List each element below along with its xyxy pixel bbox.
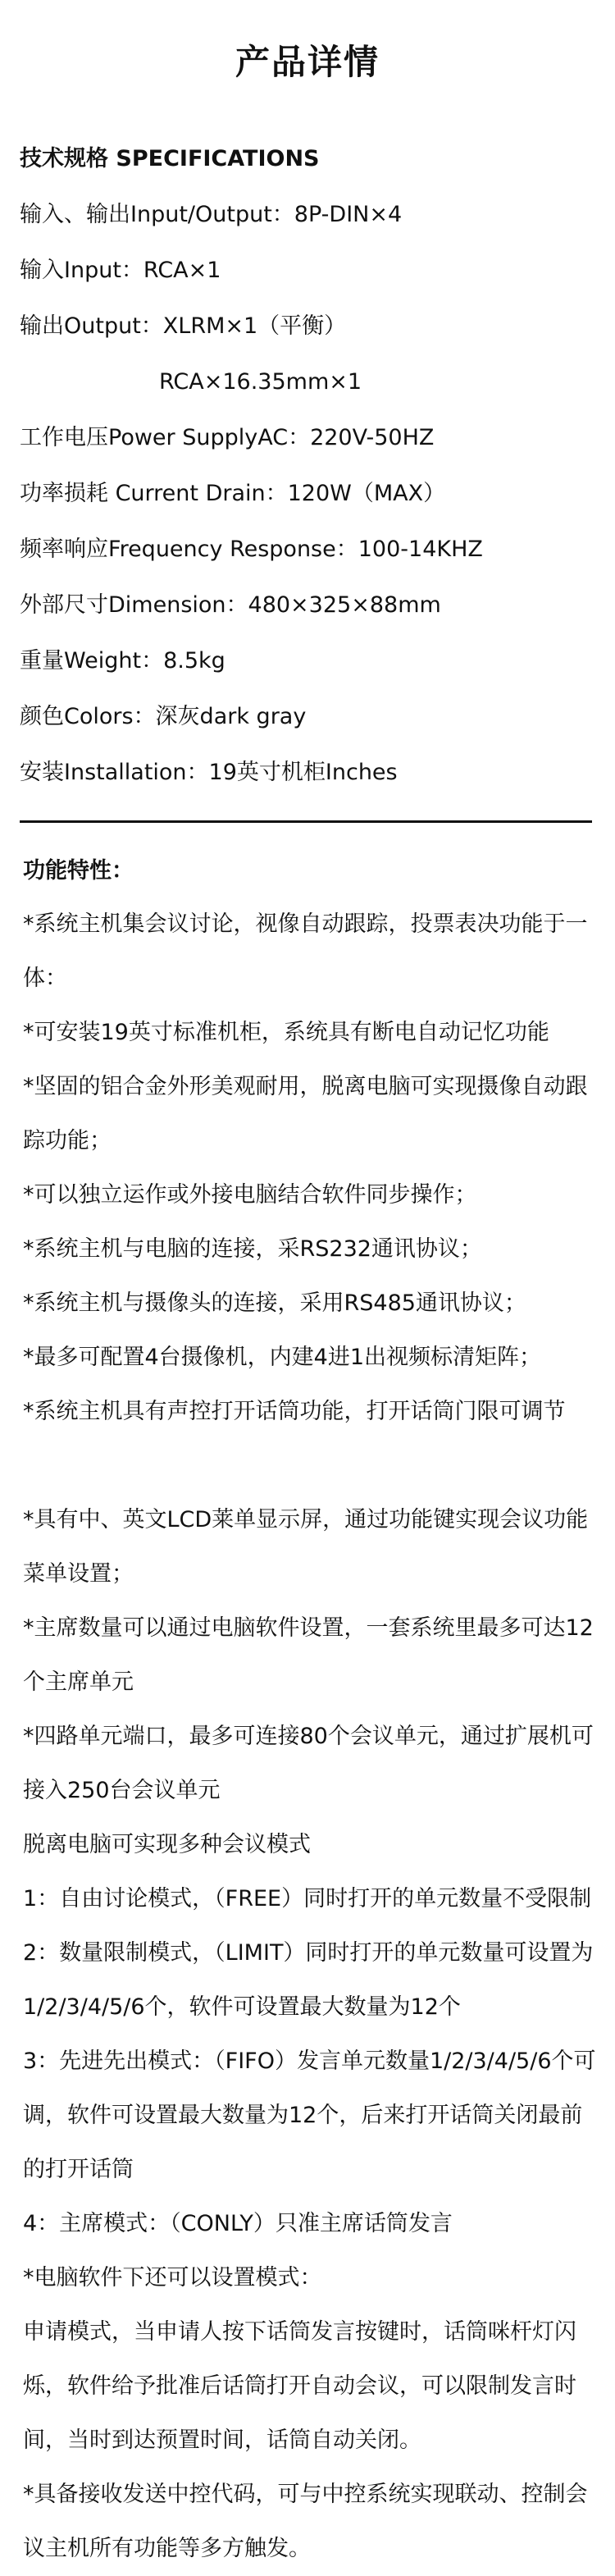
- spec-output: 输出Output：XLRM×1（平衡）: [20, 313, 347, 339]
- feature-item: *系统主机集会议讨论，视像自动跟踪，投票表决功能于一体：: [23, 911, 588, 991]
- feature-item: 1：自由讨论模式，（FREE）同时打开的单元数量不受限制: [23, 1886, 592, 1911]
- spec-colors: 颜色Colors：深灰dark gray: [20, 704, 307, 729]
- feature-item: 3：先进先出模式：（FIFO）发言单元数量1/2/3/4/5/6个可调，软件可设置最大数量为12个，后来打开话筒关闭最前的打开话筒: [23, 2048, 596, 2182]
- feature-item: *四路单元端口，最多可连接80个会议单元，通过扩展机可接入250台会议单元: [23, 1724, 594, 1803]
- spec-input: 输入Input：RCA×1: [20, 258, 221, 283]
- feature-item: *坚固的铝合金外形美观耐用，脱离电脑可实现摄像自动跟踪功能；: [23, 1074, 588, 1153]
- features-title: 功能特性：: [23, 858, 134, 884]
- feature-item: *具备接收发送中控代码，可与中控系统实现联动、控制会议主机所有功能等多方触发。: [23, 2482, 588, 2561]
- specifications-title: 技术规格 SPECIFICATIONS: [20, 146, 320, 171]
- feature-item: 脱离电脑可实现多种会议模式: [23, 1832, 311, 1857]
- spec-weight: 重量Weight：8.5kg: [20, 648, 226, 674]
- feature-item: *最多可配置4台摄像机，内建4进1出视频标清矩阵；: [23, 1345, 542, 1370]
- spec-frequency-response: 频率响应Frequency Response：100-14KHZ: [20, 537, 483, 562]
- feature-item: *系统主机与摄像头的连接，采用RS485通讯协议；: [23, 1290, 526, 1316]
- spec-input-output: 输入、输出Input/Output：8P-DIN×4: [20, 202, 403, 227]
- spec-current-drain: 功率损耗 Current Drain：120W（MAX）: [20, 481, 446, 506]
- feature-item: 4：主席模式：（CONLY）只准主席话筒发言: [23, 2211, 453, 2236]
- page-title: 产品详情: [235, 42, 380, 82]
- feature-item: 申请模式，当申请人按下话筒发言按键时，话筒咪杆灯闪烁，软件给予批准后话筒打开自动会议，可以限制发言时间，当时到达预置时间，话筒自动关闭。: [23, 2319, 576, 2453]
- feature-item: *系统主机具有声控打开话筒功能，打开话筒门限可调节: [23, 1399, 566, 1424]
- spec-power-supply: 工作电压Power SupplyAC：220V-50HZ: [20, 425, 435, 450]
- feature-item: *系统主机与电脑的连接，采RS232通讯协议；: [23, 1236, 482, 1262]
- spec-installation: 安装Installation：19英寸机柜Inches: [20, 760, 398, 785]
- feature-item: 2：数量限制模式，（LIMIT）同时打开的单元数量可设置为1/2/3/4/5/6个，软件可设置最大数量为12个: [23, 1940, 594, 2020]
- spec-output-rca: RCA×16.35mm×1: [159, 369, 362, 395]
- feature-item: *可安装19英寸标准机柜，系统具有断电自动记忆功能: [23, 1020, 549, 1045]
- feature-item: *电脑软件下还可以设置模式：: [23, 2265, 322, 2291]
- feature-item: *可以独立运作或外接电脑结合软件同步操作；: [23, 1182, 477, 1208]
- feature-item: *具有中、英文LCD莱单显示屏，通过功能键实现会议功能菜单设置；: [23, 1507, 589, 1587]
- spec-dimension: 外部尺寸Dimension：480×325×88mm: [20, 592, 441, 618]
- feature-item: *主席数量可以通过电脑软件设置，一套系统里最多可达12个主席单元: [23, 1615, 594, 1695]
- section-divider: [20, 820, 592, 823]
